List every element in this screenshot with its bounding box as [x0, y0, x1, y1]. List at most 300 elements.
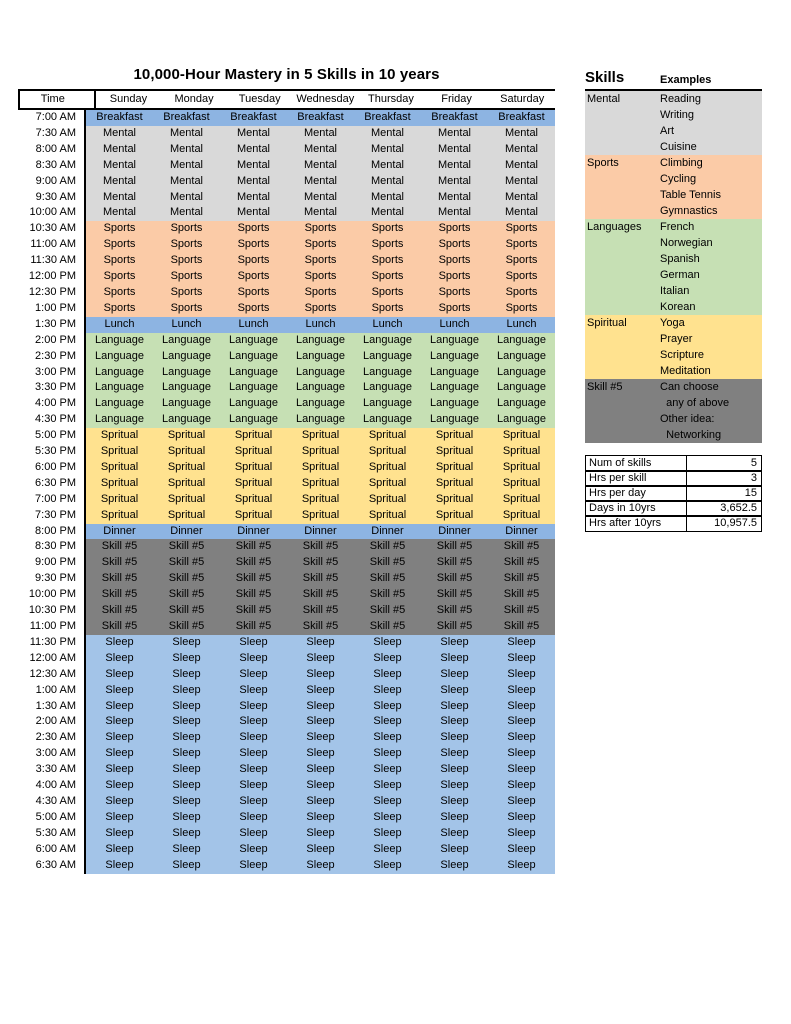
- activity-cell: Sports: [153, 221, 220, 237]
- activity-cell: Skill #5: [354, 555, 421, 571]
- time-cell: 10:00 PM: [18, 587, 86, 603]
- activity-cell: Mental: [153, 158, 220, 174]
- stats-value: 10,957.5: [714, 517, 757, 529]
- stats-value: 5: [750, 457, 757, 469]
- activity-cell: Skill #5: [86, 571, 153, 587]
- activity-cell: Sports: [421, 237, 488, 253]
- activity-cell: Sports: [287, 253, 354, 269]
- skill-examples: [660, 155, 762, 219]
- schedule-row: [18, 269, 555, 285]
- time-cell: 7:30 AM: [18, 126, 86, 142]
- activity-cell: Sleep: [153, 714, 220, 730]
- activity-cell: Language: [354, 380, 421, 396]
- day-column-header: Thursday: [368, 93, 414, 105]
- activity-cell: Sleep: [287, 746, 354, 762]
- activity-cell: Language: [287, 396, 354, 412]
- activity-cell: Language: [86, 365, 153, 381]
- activity-cell: Mental: [220, 158, 287, 174]
- skill-example: Scripture: [660, 349, 705, 361]
- time-cell: 6:30 PM: [18, 476, 86, 492]
- activity-cell: Lunch: [421, 317, 488, 333]
- activity-cell: Mental: [287, 126, 354, 142]
- activity-cell: Mental: [287, 174, 354, 190]
- activity-cell: Sleep: [86, 730, 153, 746]
- time-cell: 2:30 AM: [18, 730, 86, 746]
- activity-cell: Spritual: [421, 428, 488, 444]
- activity-cell: Sleep: [287, 762, 354, 778]
- examples-header-label: Examples: [660, 74, 712, 86]
- schedule-row: [18, 396, 555, 412]
- activity-cell: Spritual: [153, 460, 220, 476]
- activity-cell: Sleep: [220, 730, 287, 746]
- activity-cell: Sleep: [354, 683, 421, 699]
- day-column-header: Monday: [174, 93, 214, 105]
- time-cell: 4:00 AM: [18, 778, 86, 794]
- activity-cell: Language: [153, 412, 220, 428]
- activity-cell: Sleep: [488, 730, 555, 746]
- schedule-row: [18, 714, 555, 730]
- activity-cell: Mental: [153, 126, 220, 142]
- activity-cell: Spritual: [220, 460, 287, 476]
- stats-row: [585, 500, 762, 517]
- skill-name: Skill #5: [587, 381, 623, 393]
- time-cell: 2:00 PM: [18, 333, 86, 349]
- stats-label: Hrs after 10yrs: [586, 516, 687, 531]
- activity-cell: Sleep: [153, 651, 220, 667]
- activity-cell: Skill #5: [86, 555, 153, 571]
- activity-cell: Spritual: [220, 444, 287, 460]
- schedule-row: [18, 826, 555, 842]
- skill-group: [585, 91, 762, 155]
- activity-cell: Skill #5: [421, 555, 488, 571]
- activity-cell: Sleep: [86, 635, 153, 651]
- schedule-row: [18, 508, 555, 524]
- skill-examples: [660, 315, 762, 379]
- activity-cell: Sports: [153, 269, 220, 285]
- activity-cell: Sports: [220, 253, 287, 269]
- activity-cell: Lunch: [354, 317, 421, 333]
- time-cell: 9:30 AM: [18, 190, 86, 206]
- activity-cell: Sleep: [354, 699, 421, 715]
- activity-cell: Language: [421, 412, 488, 428]
- activity-cell: Language: [421, 396, 488, 412]
- activity-cell: Sleep: [86, 778, 153, 794]
- activity-cell: Sleep: [488, 826, 555, 842]
- activity-cell: Language: [86, 396, 153, 412]
- activity-cell: Mental: [354, 142, 421, 158]
- activity-cell: Language: [220, 333, 287, 349]
- activity-cell: Sleep: [354, 667, 421, 683]
- schedule-row: [18, 746, 555, 762]
- schedule-row: [18, 794, 555, 810]
- day-column-header: Wednesday: [296, 93, 355, 105]
- activity-cell: Mental: [354, 174, 421, 190]
- time-cell: 12:00 PM: [18, 269, 86, 285]
- activity-cell: Sports: [354, 221, 421, 237]
- activity-cell: Language: [354, 412, 421, 428]
- time-cell: 5:30 PM: [18, 444, 86, 460]
- schedule-row: [18, 253, 555, 269]
- stats-row: [585, 470, 762, 487]
- activity-cell: Sleep: [421, 810, 488, 826]
- time-cell: 5:00 PM: [18, 428, 86, 444]
- activity-cell: Sleep: [86, 762, 153, 778]
- activity-cell: Spritual: [287, 460, 354, 476]
- time-cell: 11:00 PM: [18, 619, 86, 635]
- time-cell: 6:00 PM: [18, 460, 86, 476]
- activity-cell: Sleep: [86, 683, 153, 699]
- activity-cell: Sleep: [488, 810, 555, 826]
- activity-cell: Sports: [421, 301, 488, 317]
- activity-cell: Sports: [220, 237, 287, 253]
- activity-cell: Spritual: [153, 476, 220, 492]
- schedule-row: [18, 778, 555, 794]
- activity-cell: Spritual: [86, 444, 153, 460]
- activity-cell: Spritual: [354, 476, 421, 492]
- time-cell: 10:30 PM: [18, 603, 86, 619]
- skill-example: any of above: [660, 397, 730, 409]
- skills-header-label: Skills: [585, 69, 625, 86]
- activity-cell: Spritual: [86, 428, 153, 444]
- time-cell: 11:30 AM: [18, 253, 86, 269]
- activity-cell: Dinner: [86, 524, 153, 540]
- schedule-row: [18, 539, 555, 555]
- activity-cell: Mental: [153, 190, 220, 206]
- activity-cell: Skill #5: [287, 619, 354, 635]
- activity-cell: Spritual: [421, 460, 488, 476]
- activity-cell: Language: [153, 396, 220, 412]
- time-cell: 10:00 AM: [18, 205, 86, 221]
- schedule-row: [18, 349, 555, 365]
- activity-cell: Spritual: [421, 492, 488, 508]
- activity-cell: Lunch: [287, 317, 354, 333]
- activity-cell: Sleep: [220, 699, 287, 715]
- time-cell: 11:00 AM: [18, 237, 86, 253]
- activity-cell: Mental: [421, 174, 488, 190]
- activity-cell: Sleep: [153, 826, 220, 842]
- activity-cell: Sleep: [153, 842, 220, 858]
- activity-cell: Sleep: [488, 746, 555, 762]
- activity-cell: Sleep: [421, 667, 488, 683]
- activity-cell: Sleep: [421, 683, 488, 699]
- activity-cell: Sleep: [488, 794, 555, 810]
- time-cell: 8:30 PM: [18, 539, 86, 555]
- activity-cell: Sleep: [220, 667, 287, 683]
- time-cell: 4:30 AM: [18, 794, 86, 810]
- activity-cell: Language: [220, 380, 287, 396]
- activity-cell: Breakfast: [421, 110, 488, 126]
- activity-cell: Spritual: [287, 508, 354, 524]
- day-column-header: Tuesday: [238, 93, 281, 105]
- schedule-row: [18, 412, 555, 428]
- activity-cell: Spritual: [86, 508, 153, 524]
- activity-cell: Language: [220, 365, 287, 381]
- activity-cell: Skill #5: [86, 603, 153, 619]
- skills-panel: [585, 63, 762, 443]
- activity-cell: Language: [287, 333, 354, 349]
- activity-cell: Language: [488, 412, 555, 428]
- activity-cell: Spritual: [153, 444, 220, 460]
- time-cell: 7:00 PM: [18, 492, 86, 508]
- activity-cell: Sleep: [354, 651, 421, 667]
- activity-cell: Spritual: [86, 476, 153, 492]
- schedule-row: [18, 603, 555, 619]
- activity-cell: Skill #5: [287, 603, 354, 619]
- skill-name: Sports: [587, 157, 619, 169]
- activity-cell: Mental: [488, 126, 555, 142]
- stats-row: [585, 455, 762, 472]
- activity-cell: Language: [220, 396, 287, 412]
- activity-cell: Mental: [220, 126, 287, 142]
- activity-cell: Language: [354, 365, 421, 381]
- time-cell: 8:00 PM: [18, 524, 86, 540]
- skill-example: Networking: [660, 429, 722, 441]
- activity-cell: Sleep: [220, 635, 287, 651]
- activity-cell: Sleep: [153, 778, 220, 794]
- activity-cell: Mental: [86, 174, 153, 190]
- activity-cell: Sports: [421, 285, 488, 301]
- skill-example: Italian: [660, 285, 690, 297]
- activity-cell: Language: [287, 365, 354, 381]
- stats-label: Hrs per day: [586, 486, 687, 501]
- activity-cell: Mental: [153, 205, 220, 221]
- schedule-row: [18, 699, 555, 715]
- activity-cell: Mental: [488, 158, 555, 174]
- activity-cell: Skill #5: [421, 603, 488, 619]
- skill-example: Reading: [660, 93, 701, 105]
- activity-cell: Sleep: [421, 651, 488, 667]
- activity-cell: Sleep: [488, 762, 555, 778]
- activity-cell: Sleep: [354, 746, 421, 762]
- time-cell: 6:30 AM: [18, 858, 86, 874]
- schedule-row: [18, 492, 555, 508]
- activity-cell: Skill #5: [220, 555, 287, 571]
- activity-cell: Sleep: [220, 762, 287, 778]
- time-cell: 4:00 PM: [18, 396, 86, 412]
- time-column-header: Time: [20, 91, 96, 108]
- activity-cell: Sleep: [153, 635, 220, 651]
- activity-cell: Sleep: [86, 826, 153, 842]
- activity-cell: Skill #5: [421, 587, 488, 603]
- activity-cell: Language: [86, 349, 153, 365]
- schedule-row: [18, 174, 555, 190]
- schedule-row: [18, 205, 555, 221]
- activity-cell: Sports: [86, 253, 153, 269]
- skill-examples: [660, 91, 762, 155]
- activity-cell: Language: [488, 396, 555, 412]
- activity-cell: Spritual: [488, 508, 555, 524]
- schedule-row: [18, 365, 555, 381]
- activity-cell: Sports: [488, 285, 555, 301]
- schedule-row: [18, 842, 555, 858]
- activity-cell: Breakfast: [488, 110, 555, 126]
- activity-cell: Sleep: [421, 794, 488, 810]
- skill-example: Norwegian: [660, 237, 713, 249]
- schedule-row: [18, 619, 555, 635]
- activity-cell: Sleep: [220, 794, 287, 810]
- schedule-row: [18, 333, 555, 349]
- activity-cell: Mental: [287, 205, 354, 221]
- activity-cell: Sleep: [220, 826, 287, 842]
- activity-cell: Skill #5: [153, 571, 220, 587]
- activity-cell: Mental: [287, 142, 354, 158]
- activity-cell: Spritual: [287, 444, 354, 460]
- activity-cell: Sleep: [287, 730, 354, 746]
- activity-cell: Mental: [220, 205, 287, 221]
- skills-panel-header: [585, 63, 762, 91]
- activity-cell: Skill #5: [220, 539, 287, 555]
- time-cell: 3:00 PM: [18, 365, 86, 381]
- activity-cell: Skill #5: [421, 539, 488, 555]
- activity-cell: Skill #5: [421, 571, 488, 587]
- activity-cell: Sleep: [287, 635, 354, 651]
- schedule-table: [18, 89, 555, 874]
- activity-cell: Mental: [488, 205, 555, 221]
- schedule-row: [18, 460, 555, 476]
- activity-cell: Sleep: [153, 810, 220, 826]
- activity-cell: Skill #5: [220, 587, 287, 603]
- skill-group: [585, 315, 762, 379]
- activity-cell: Sleep: [153, 746, 220, 762]
- activity-cell: Mental: [488, 142, 555, 158]
- activity-cell: Spritual: [220, 492, 287, 508]
- activity-cell: Sleep: [287, 667, 354, 683]
- activity-cell: Sleep: [287, 699, 354, 715]
- activity-cell: Sleep: [354, 714, 421, 730]
- activity-cell: Sleep: [354, 762, 421, 778]
- stats-table: [585, 455, 762, 532]
- activity-cell: Dinner: [153, 524, 220, 540]
- activity-cell: Skill #5: [354, 619, 421, 635]
- time-cell: 12:00 AM: [18, 651, 86, 667]
- schedule-row: [18, 428, 555, 444]
- time-cell: 11:30 PM: [18, 635, 86, 651]
- activity-cell: Sports: [488, 301, 555, 317]
- activity-cell: Skill #5: [354, 587, 421, 603]
- activity-cell: Mental: [421, 142, 488, 158]
- activity-cell: Language: [86, 412, 153, 428]
- activity-cell: Sleep: [488, 858, 555, 874]
- schedule-row: [18, 683, 555, 699]
- time-cell: 9:30 PM: [18, 571, 86, 587]
- schedule-row: [18, 142, 555, 158]
- activity-cell: Sports: [488, 253, 555, 269]
- schedule-row: [18, 587, 555, 603]
- time-cell: 1:00 AM: [18, 683, 86, 699]
- skill-group: [585, 155, 762, 219]
- activity-cell: Sleep: [153, 730, 220, 746]
- activity-cell: Sleep: [220, 714, 287, 730]
- schedule-row: [18, 667, 555, 683]
- schedule-row: [18, 635, 555, 651]
- time-cell: 3:30 AM: [18, 762, 86, 778]
- page-title: 10,000-Hour Mastery in 5 Skills in 10 years: [133, 66, 440, 83]
- time-cell: 8:30 AM: [18, 158, 86, 174]
- activity-cell: Sleep: [153, 683, 220, 699]
- activity-cell: Sleep: [220, 683, 287, 699]
- activity-cell: Skill #5: [220, 603, 287, 619]
- activity-cell: Sleep: [153, 762, 220, 778]
- activity-cell: Sports: [488, 269, 555, 285]
- skill-example: Writing: [660, 109, 695, 121]
- activity-cell: Spritual: [354, 508, 421, 524]
- activity-cell: Skill #5: [354, 571, 421, 587]
- skill-example: German: [660, 269, 700, 281]
- activity-cell: Language: [153, 333, 220, 349]
- skill-name: Mental: [587, 93, 621, 105]
- activity-cell: Sleep: [287, 794, 354, 810]
- skill-example: Climbing: [660, 157, 703, 169]
- activity-cell: Sleep: [421, 635, 488, 651]
- activity-cell: Sports: [86, 269, 153, 285]
- activity-cell: Sleep: [354, 858, 421, 874]
- skill-group: [585, 379, 762, 443]
- schedule-row: [18, 651, 555, 667]
- skill-example: Meditation: [660, 365, 711, 377]
- activity-cell: Sports: [220, 301, 287, 317]
- activity-cell: Language: [488, 349, 555, 365]
- activity-cell: Sleep: [287, 858, 354, 874]
- time-cell: 6:00 AM: [18, 842, 86, 858]
- skill-example: Other idea:: [660, 413, 715, 425]
- activity-cell: Language: [488, 365, 555, 381]
- activity-cell: Sleep: [153, 794, 220, 810]
- schedule-row: [18, 110, 555, 126]
- activity-cell: Skill #5: [287, 555, 354, 571]
- time-cell: 12:30 PM: [18, 285, 86, 301]
- activity-cell: Dinner: [220, 524, 287, 540]
- activity-cell: Skill #5: [488, 619, 555, 635]
- activity-cell: Spritual: [354, 428, 421, 444]
- activity-cell: Sleep: [153, 699, 220, 715]
- activity-cell: Language: [354, 349, 421, 365]
- activity-cell: Sports: [220, 285, 287, 301]
- activity-cell: Sleep: [488, 667, 555, 683]
- stats-label: Num of skills: [586, 456, 687, 471]
- activity-cell: Sports: [354, 285, 421, 301]
- activity-cell: Sleep: [488, 842, 555, 858]
- activity-cell: Sports: [354, 253, 421, 269]
- activity-cell: Lunch: [220, 317, 287, 333]
- activity-cell: Sleep: [354, 794, 421, 810]
- activity-cell: Skill #5: [153, 539, 220, 555]
- activity-cell: Spritual: [287, 428, 354, 444]
- activity-cell: Sports: [220, 269, 287, 285]
- activity-cell: Sleep: [86, 810, 153, 826]
- activity-cell: Language: [354, 333, 421, 349]
- activity-cell: Skill #5: [354, 603, 421, 619]
- activity-cell: Sleep: [421, 858, 488, 874]
- stats-row: [585, 515, 762, 532]
- activity-cell: Spritual: [421, 508, 488, 524]
- activity-cell: Sleep: [421, 842, 488, 858]
- schedule-row: [18, 571, 555, 587]
- skill-example: Table Tennis: [660, 189, 721, 201]
- skill-example: French: [660, 221, 695, 233]
- activity-cell: Skill #5: [86, 619, 153, 635]
- activity-cell: Sleep: [354, 635, 421, 651]
- time-cell: 2:30 PM: [18, 349, 86, 365]
- activity-cell: Mental: [488, 174, 555, 190]
- activity-cell: Mental: [86, 158, 153, 174]
- schedule-row: [18, 524, 555, 540]
- activity-cell: Mental: [421, 126, 488, 142]
- activity-cell: Skill #5: [287, 539, 354, 555]
- activity-cell: Language: [153, 349, 220, 365]
- activity-cell: Spritual: [153, 508, 220, 524]
- activity-cell: Sleep: [287, 651, 354, 667]
- activity-cell: Spritual: [220, 508, 287, 524]
